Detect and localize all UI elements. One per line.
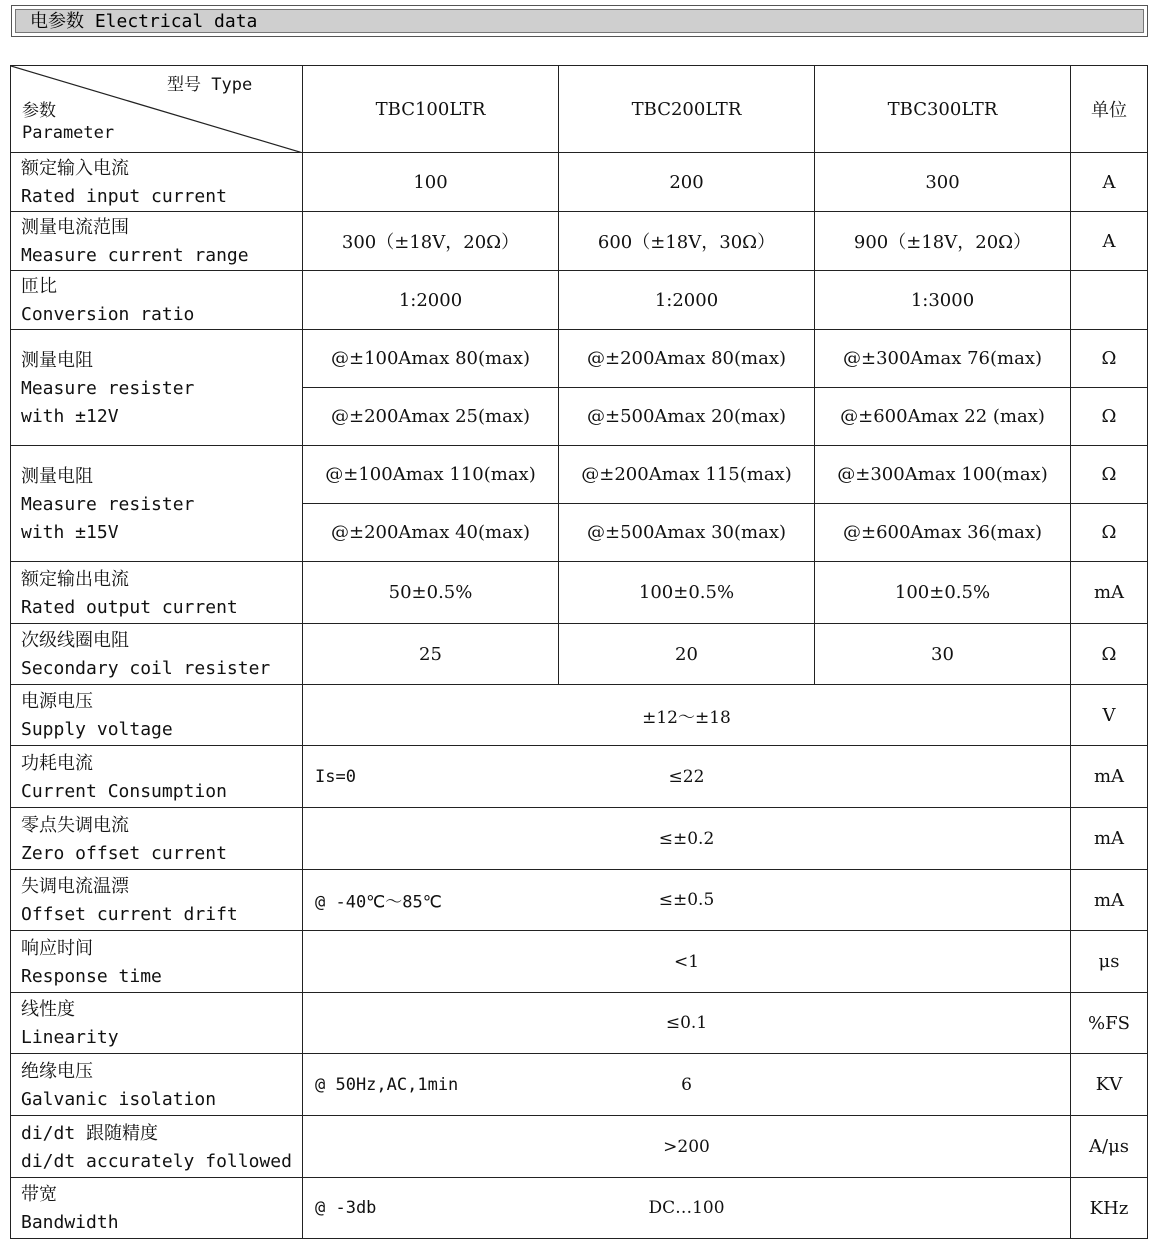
param-cell <box>11 212 303 271</box>
value-cell: @±500Amax 20(max) <box>559 388 815 446</box>
param-en-condition: with ±15V <box>21 521 119 543</box>
param-cn: 零点失调电流 <box>21 814 129 836</box>
value: <1 <box>673 951 700 972</box>
param-cn: 带宽 <box>21 1184 57 1205</box>
param-cell <box>11 931 303 993</box>
value-cell: @±100Amax 110(max) <box>303 446 559 504</box>
table-row <box>11 624 1148 685</box>
condition-note: @ -3db <box>315 1198 377 1218</box>
value: ≤22 <box>668 766 705 787</box>
table-row <box>11 746 1148 808</box>
value-cell: 30 <box>815 624 1071 685</box>
param-cell <box>11 1116 303 1178</box>
unit-cell: mA <box>1071 808 1148 870</box>
param-cell <box>11 808 303 870</box>
value-cell: 1:3000 <box>815 271 1071 330</box>
param-cell <box>11 746 303 808</box>
value-cell: @±300Amax 100(max) <box>815 446 1071 504</box>
value-cell-span <box>303 1116 1071 1178</box>
table-row <box>11 330 1148 388</box>
value-cell: 300 <box>815 153 1071 212</box>
condition-note: @ 50Hz,AC,1min <box>315 1074 459 1095</box>
value-cell: @±200Amax 115(max) <box>559 446 815 504</box>
param-en: Measure current range <box>21 245 249 266</box>
param-cell <box>11 153 303 212</box>
param-cell <box>11 993 303 1054</box>
param-cn: 额定输出电流 <box>21 568 129 590</box>
param-cn: di/dt 跟随精度 <box>21 1122 159 1144</box>
value-cell: 25 <box>303 624 559 685</box>
value-cell-span <box>303 746 1071 808</box>
value-cell: 100±0.5% <box>559 562 815 624</box>
param-en: Current Consumption <box>21 780 227 802</box>
unit-cell: Ω <box>1071 330 1148 388</box>
unit-cell: V <box>1071 685 1148 746</box>
param-en: Galvanic isolation <box>21 1088 217 1110</box>
table-row <box>11 993 1148 1054</box>
param-cn: 额定输入电流 <box>21 158 129 179</box>
value-cell: @±200Amax 40(max) <box>303 504 559 562</box>
table-row <box>11 271 1148 330</box>
value-cell: @±300Amax 76(max) <box>815 330 1071 388</box>
unit-cell <box>1071 271 1148 330</box>
param-cell <box>11 1178 303 1239</box>
value-cell: @±600Amax 36(max) <box>815 504 1071 562</box>
table-row <box>11 1116 1148 1178</box>
table-row <box>11 808 1148 870</box>
unit-cell: Ω <box>1071 388 1148 446</box>
electrical-data-table <box>10 65 1148 1239</box>
param-en: Measure resister <box>21 493 195 515</box>
param-en: Measure resister <box>21 377 195 399</box>
param-en: Linearity <box>21 1027 119 1048</box>
param-en: di/dt accurately followed <box>21 1150 292 1172</box>
value-cell: 300（±18V，20Ω） <box>303 212 559 271</box>
param-cn: 电源电压 <box>21 691 93 712</box>
param-en: Supply voltage <box>21 719 173 740</box>
param-en: Conversion ratio <box>21 304 195 325</box>
param-label-en: Parameter <box>22 123 115 143</box>
value-cell: @±200Amax 25(max) <box>303 388 559 446</box>
param-en-condition: with ±12V <box>21 405 119 427</box>
param-cn: 线性度 <box>21 999 75 1020</box>
value-cell-span <box>303 1054 1071 1116</box>
param-cell <box>11 562 303 624</box>
param-en: Offset current drift <box>21 904 238 925</box>
value-cell: 200 <box>559 153 815 212</box>
value: ≤±0.5 <box>658 890 715 910</box>
value-cell-span <box>303 870 1071 931</box>
unit-cell: Ω <box>1071 446 1148 504</box>
param-cn: 测量电流范围 <box>21 217 129 238</box>
header-diagonal-cell <box>11 66 303 153</box>
value-cell: @±200Amax 80(max) <box>559 330 815 388</box>
value-cell-span <box>303 931 1071 993</box>
type-label: 型号 Type <box>167 75 253 95</box>
condition-note: Is=0 <box>315 766 356 787</box>
param-cell <box>11 624 303 685</box>
param-cn: 测量电阻 <box>21 349 93 371</box>
value-cell: 50±0.5% <box>303 562 559 624</box>
unit-cell: A <box>1071 153 1148 212</box>
unit-cell: Ω <box>1071 504 1148 562</box>
table-row <box>11 446 1148 504</box>
condition-note: @ -40℃～85℃ <box>315 892 442 913</box>
model-header: TBC300LTR <box>815 66 1071 153</box>
section-title: 电参数 Electrical data <box>15 9 1144 33</box>
param-cn: 匝比 <box>21 276 57 297</box>
param-cn: 次级线圈电阻 <box>21 630 129 651</box>
unit-cell: %FS <box>1071 993 1148 1054</box>
param-cell <box>11 685 303 746</box>
param-cell <box>11 1054 303 1116</box>
value-cell: 900（±18V，20Ω） <box>815 212 1071 271</box>
value: 6 <box>681 1074 692 1095</box>
param-en: Rated input current <box>21 186 227 207</box>
unit-cell: μs <box>1071 931 1148 993</box>
table-row <box>11 153 1148 212</box>
param-cell <box>11 870 303 931</box>
param-cell <box>11 446 303 562</box>
param-cn: 测量电阻 <box>21 465 93 487</box>
value-cell: 1:2000 <box>303 271 559 330</box>
param-label-cn: 参数 <box>22 101 56 121</box>
unit-cell: Ω <box>1071 624 1148 685</box>
value: DC…100 <box>648 1198 725 1218</box>
unit-cell: KHz <box>1071 1178 1148 1239</box>
value-cell-span <box>303 685 1071 746</box>
param-cn: 功耗电流 <box>21 752 93 774</box>
table-row <box>11 870 1148 931</box>
table-row <box>11 562 1148 624</box>
value-cell: 1:2000 <box>559 271 815 330</box>
param-en: Secondary coil resister <box>21 658 271 679</box>
table-header-row <box>11 66 1148 153</box>
value: ≤±0.2 <box>658 828 715 849</box>
model-header: TBC100LTR <box>303 66 559 153</box>
unit-cell: mA <box>1071 562 1148 624</box>
value-cell: 100 <box>303 153 559 212</box>
unit-cell: A <box>1071 212 1148 271</box>
param-en: Zero offset current <box>21 842 227 864</box>
value-cell-span <box>303 993 1071 1054</box>
unit-cell: mA <box>1071 870 1148 931</box>
value-cell: @±100Amax 80(max) <box>303 330 559 388</box>
table-row <box>11 1178 1148 1239</box>
param-en: Rated output current <box>21 596 238 618</box>
param-cn: 绝缘电压 <box>21 1060 93 1082</box>
section-header-bar <box>11 5 1148 37</box>
param-cn: 响应时间 <box>21 937 93 959</box>
table-row <box>11 212 1148 271</box>
value: >200 <box>663 1136 710 1157</box>
unit-header: 单位 <box>1071 66 1148 153</box>
value-cell: @±600Amax 22 (max) <box>815 388 1071 446</box>
value-cell: 20 <box>559 624 815 685</box>
table-row <box>11 1054 1148 1116</box>
table-row <box>11 931 1148 993</box>
param-cell <box>11 330 303 446</box>
value-cell-span <box>303 1178 1071 1239</box>
unit-cell: KV <box>1071 1054 1148 1116</box>
value-cell-span <box>303 808 1071 870</box>
value: ≤0.1 <box>665 1013 708 1033</box>
param-en: Bandwidth <box>21 1212 119 1233</box>
unit-cell: mA <box>1071 746 1148 808</box>
model-header: TBC200LTR <box>559 66 815 153</box>
table-row <box>11 685 1148 746</box>
value-cell: 600（±18V，30Ω） <box>559 212 815 271</box>
param-cn: 失调电流温漂 <box>21 876 129 897</box>
unit-cell: A/μs <box>1071 1116 1148 1178</box>
value-cell: 100±0.5% <box>815 562 1071 624</box>
value-cell: @±500Amax 30(max) <box>559 504 815 562</box>
param-en: Response time <box>21 965 162 987</box>
param-cell <box>11 271 303 330</box>
value: ±12～±18 <box>642 707 731 728</box>
